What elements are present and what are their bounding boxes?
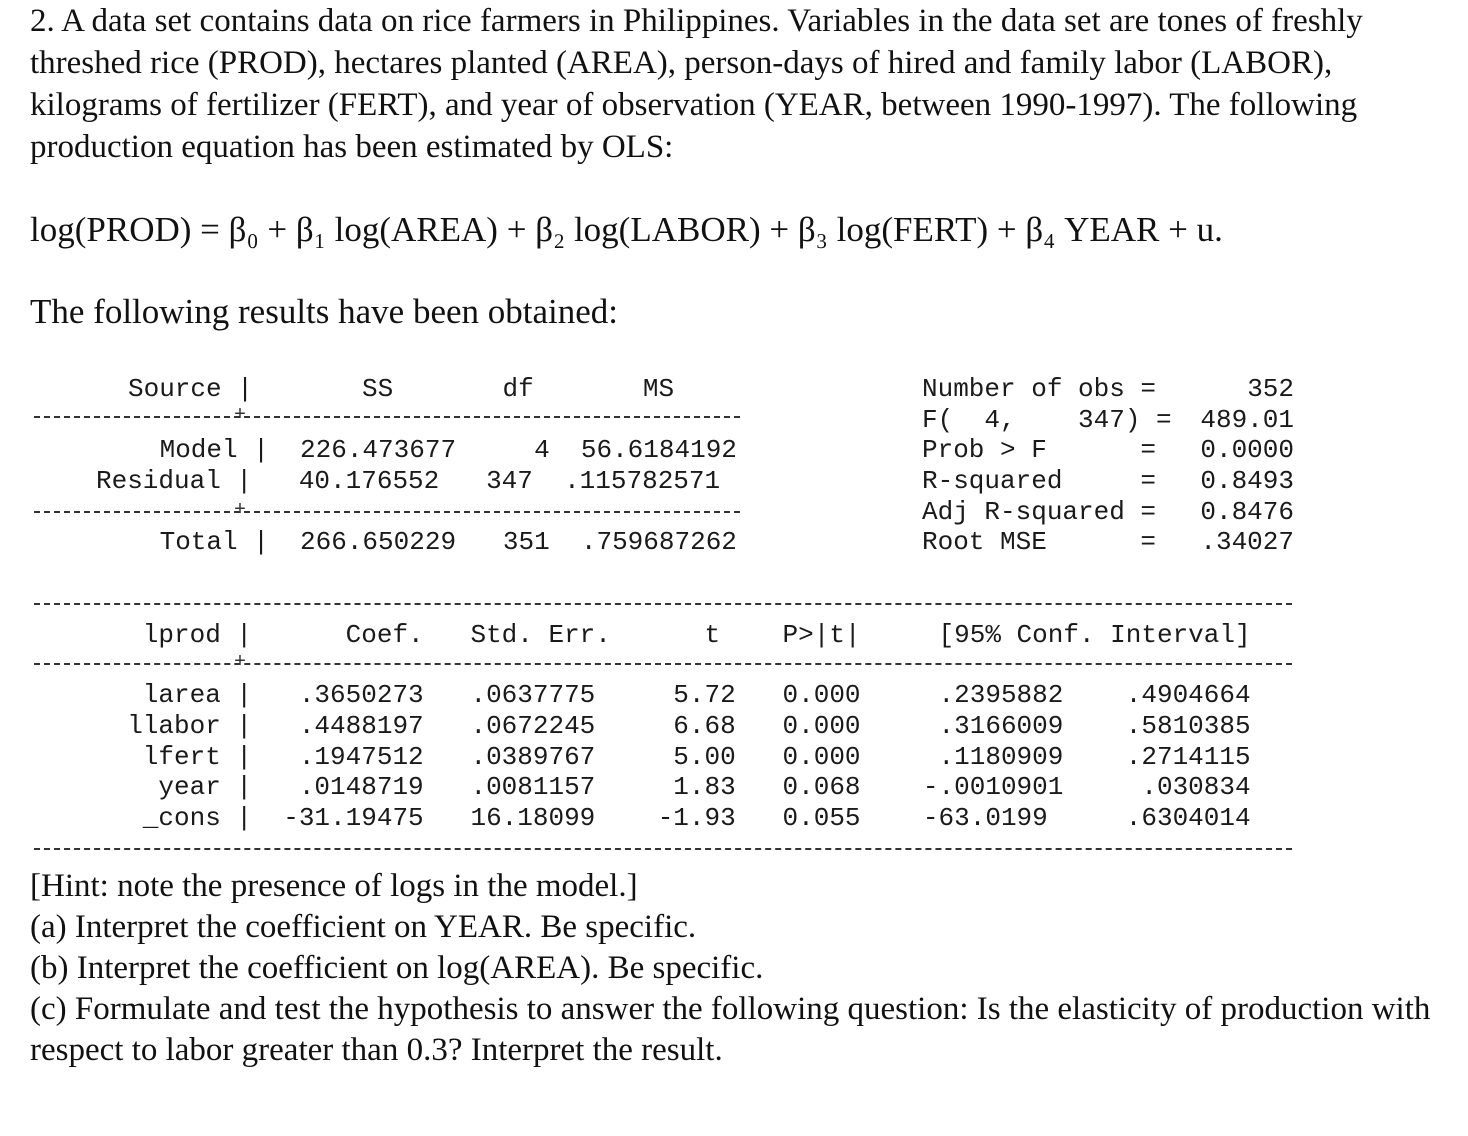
coef-rule-mid [34, 663, 1292, 665]
coef-header: lprod | Coef. Std. Err. t P>|t| [95% Conf. Interval] [96, 620, 1251, 650]
results-lead: The following results have been obtained: [30, 292, 619, 331]
hint-text: [Hint: note the presence of logs in the model.] [30, 868, 638, 904]
anova-rule-bottom-joint: + [234, 499, 247, 522]
stat-rmse-label: Root MSE = [922, 527, 1157, 557]
coef-rule-bottom [34, 848, 1292, 850]
stat-adjrsq-value: 0.8476 [1200, 497, 1294, 527]
question-a: (a) Interpret the coefficient on YEAR. Be specific. [30, 909, 697, 945]
coef-rule-top [34, 603, 1292, 605]
question-b: (b) Interpret the coefficient on log(AREA). Be specific. [30, 950, 764, 986]
anova-header: Source | SS df MS [128, 374, 675, 404]
stat-rmse-value: .34027 [1200, 527, 1294, 557]
regression-equation: log(PROD) = β₀ + β₁ log(AREA) + β₂ log(LABOR) + β₃ log(FERT) + β₄ YEAR + u. [30, 210, 1223, 249]
coef-row-year: year | .0148719 .0081157 1.83 0.068 -.0010901 .030834 [96, 772, 1251, 802]
problem-intro: 2. A data set contains data on rice farmers in Philippines. Variables in the data set are tones of freshly threshed rice (PROD), hectares planted (AREA), person-days of hired and family labor (LABOR), kilograms of fertilizer (FERT), and year of observation (YEAR, between 1990-1997). The following production equation has been estimated by OLS: [30, 3, 1363, 165]
stat-f-value: 489.01 [1200, 405, 1294, 435]
question-c: (c) Formulate and test the hypothesis to answer the following question: Is the elasticity of production with respect to labor greater than 0.3? Interpret the result. [30, 991, 1431, 1068]
stat-f-label: F( 4, 347) = [922, 405, 1172, 435]
coef-row-lfert: lfert | .1947512 .0389767 5.00 0.000 .1180909 .2714115 [96, 742, 1251, 772]
questions [30, 866, 1450, 1071]
anova-rule-top-joint: + [234, 404, 247, 427]
anova-rule-top [34, 416, 740, 418]
stat-probf-value: 0.0000 [1200, 435, 1294, 465]
anova-row-residual: Residual | 40.176552 347 .115782571 [96, 466, 721, 496]
coef-row-larea: larea | .3650273 .0637775 5.72 0.000 .2395882 .4904664 [96, 680, 1251, 710]
anova-row-model: Model | 226.473677 4 56.6184192 [144, 435, 737, 465]
anova-row-total: Total | 266.650229 351 .759687262 [144, 527, 737, 557]
stat-rsq-label: R-squared = [922, 466, 1157, 496]
stat-rsq-value: 0.8493 [1200, 466, 1294, 496]
coef-row-llabor: llabor | .4488197 .0672245 6.68 0.000 .3166009 .5810385 [96, 711, 1251, 741]
stat-nobs-label: Number of obs = [922, 374, 1157, 404]
stat-probf-label: Prob > F = [922, 435, 1157, 465]
coef-rule-mid-joint: + [234, 651, 247, 674]
stat-nobs-value: 352 [1247, 374, 1294, 404]
stat-adjrsq-label: Adj R-squared = [922, 497, 1157, 527]
anova-rule-bottom [34, 511, 740, 513]
coef-row-cons: _cons | -31.19475 16.18099 -1.93 0.055 -63.0199 .6304014 [96, 803, 1251, 833]
